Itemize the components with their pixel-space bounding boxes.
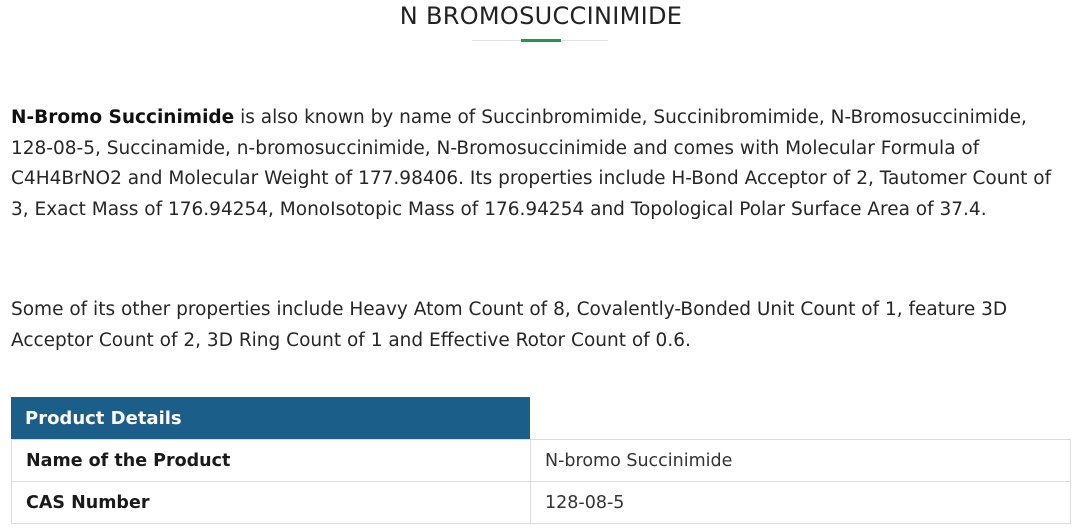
table-row — [12, 440, 1071, 482]
description-paragraph-2: Some of its other properties include Heavy Atom Count of 8, Covalently-Bonded Unit Count of 1, feature 3D Acceptor Count of 2, 3D Ring Count of 1 and Effective Rotor Count of 0.6. — [11, 299, 1008, 351]
product-name-bold: N-Bromo Succinimide — [11, 107, 235, 128]
row-label: CAS Number — [12, 482, 531, 524]
description-paragraph-1 — [11, 103, 1071, 225]
row-value: N-bromo Succinimide — [531, 440, 1071, 482]
row-value: 128-08-5 — [531, 482, 1071, 524]
row-label: Name of the Product — [12, 440, 531, 482]
title-accent-bar — [521, 39, 561, 42]
description-paragraph-1-text: is also known by name of Succinbromimide, Succinibromimide, N-Bromosuccinimide, 128-08-5, Succinamide, n-bromosuccinimide, N-Bromosuccinimide and comes with Molecular Formula of C4H4BrNO2 and Molecular Weight of 177.98406. Its properties include H-Bond Acceptor of 2, Tautomer Count of 3, Exact Mass of 176.94254, MonoIsotopic Mass of 176.94254 and Topological Polar Surface Area of 37.4. — [11, 107, 1052, 220]
table-row — [12, 482, 1071, 524]
product-details-header: Product Details — [11, 397, 530, 440]
page-title: N BROMOSUCCINIMIDE — [399, 2, 683, 30]
product-details-table — [11, 439, 1071, 524]
